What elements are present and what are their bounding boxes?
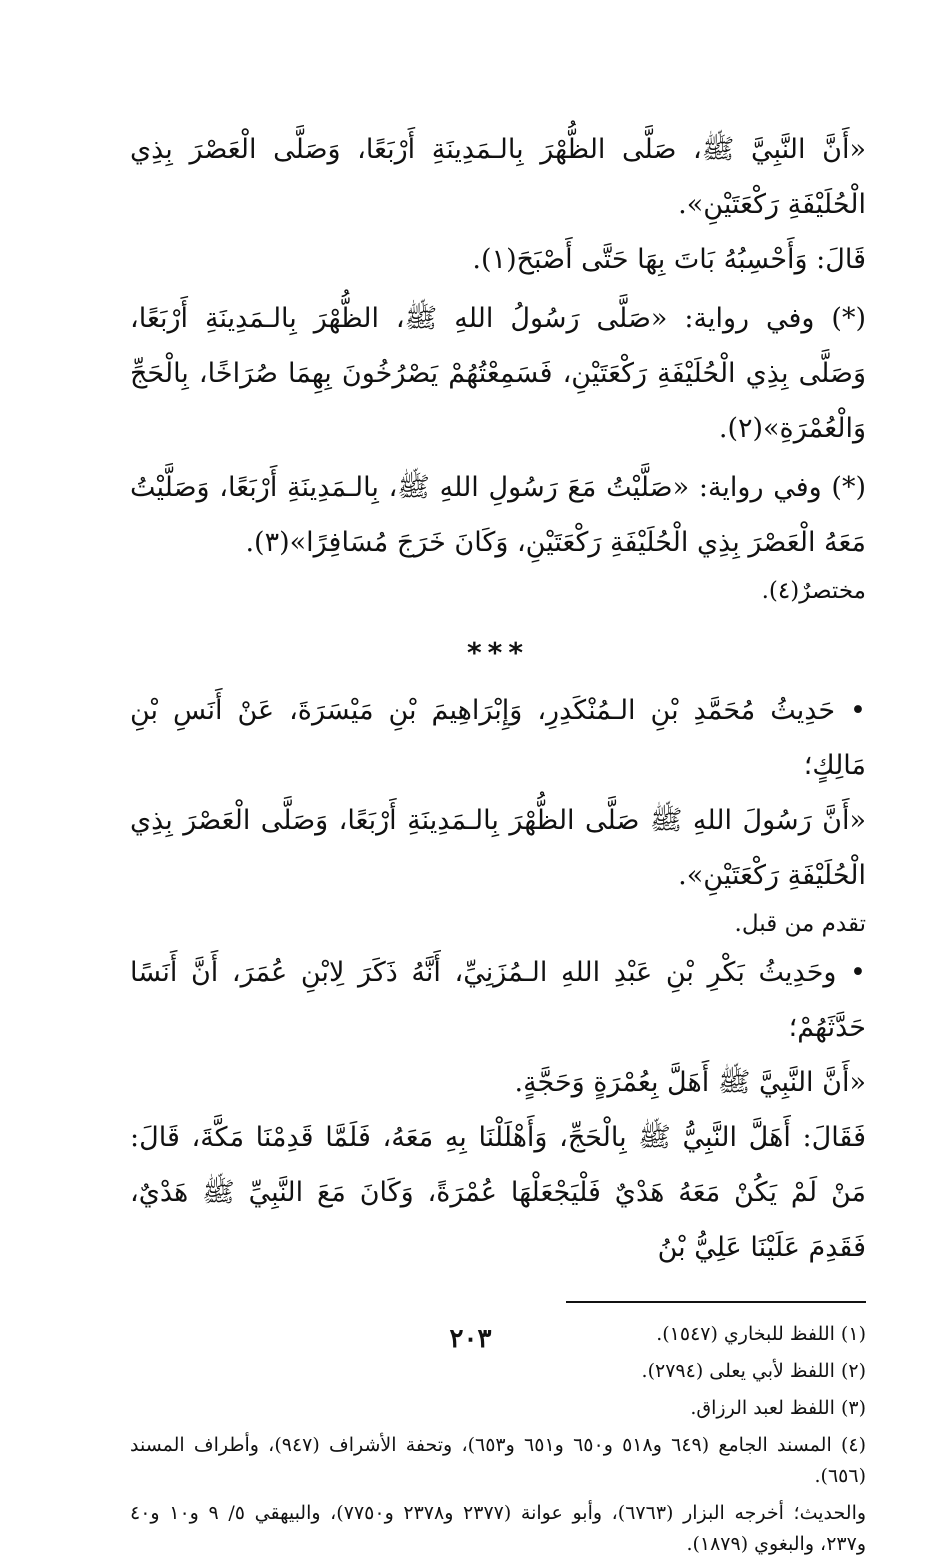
hadith-text-2: «أَنَّ رَسُولَ اللهِ ﷺ صَلَّى الظُّهْرَ بِالـمَدِينَةِ أَرْبَعًا، وَصَلَّى الْعَصْرَ بِذِي الْحُلَيْفَةِ رَكْعَتَيْنِ». [130, 805, 866, 891]
footnote-4: (٤) المسند الجامع (٦٤٩ و٥١٨ و٦٥٠ و٦٥١ و٦٥٣)، وتحفة الأشراف (٩٤٧)، وأطراف المسند (٦٥٦). [130, 1434, 866, 1487]
hadith-text-4: فَقَالَ: أَهَلَّ النَّبِيُّ ﷺ بِالْحَجِّ، وَأَهْلَلْنَا بِهِ مَعَهُ، فَلَمَّا قَدِمْنَا مَكَّةَ، قَالَ: مَنْ لَمْ يَكُنْ مَعَهُ هَدْيٌ فَلْيَجْعَلْهَا عُمْرَةً، وَكَانَ مَعَ النَّبِيِّ ﷺ هَدْيٌ، فَقَدِمَ عَلَيْنَا عَلِيُّ بْنُ [130, 1122, 866, 1263]
footnote-divider [566, 1301, 866, 1303]
footnote-3: (٣) اللفظ لعبد الرزاق. [690, 1397, 866, 1419]
variant-narration-1: (*) وفي رواية: «صَلَّى رَسُولُ اللهِ ﷺ، الظُّهْرَ بِالـمَدِينَةِ أَرْبَعًا، وَصَلَّى بِذِي الْحُلَيْفَةِ رَكْعَتَيْنِ، فَسَمِعْتُهُمْ يَصْرُخُونَ بِهِمَا صُرَاخًا، بِالْحَجِّ وَالْعُمْرَةِ»(٢). [130, 303, 866, 444]
hadith-text-1: «أَنَّ النَّبِيَّ ﷺ، صَلَّى الظُّهْرَ بِالـمَدِينَةِ أَرْبَعًا، وَصَلَّى الْعَصْرَ بِذِي الْحُلَيْفَةِ رَكْعَتَيْنِ». [130, 134, 866, 220]
narrator-comment: قَالَ: وَأَحْسِبُهُ بَاتَ بِهَا حَتَّى أَصْبَحَ(١). [472, 244, 866, 275]
variant-narration-2: (*) وفي رواية: «صَلَّيْتُ مَعَ رَسُولِ اللهِ ﷺ، بِالـمَدِينَةِ أَرْبَعًا، وَصَلَّيْتُ مَعَهُ الْعَصْرَ بِذِي الْحُلَيْفَةِ رَكْعَتَيْنِ، وَكَانَ خَرَجَ مُسَافِرًا»(٣). [130, 472, 866, 558]
footnote-2: (٢) اللفظ لأبي يعلى (٢٧٩٤). [641, 1360, 866, 1382]
hadith-chain-1: • حَدِيثُ مُحَمَّدِ بْنِ الـمُنْكَدِرِ، وَإِبْرَاهِيمَ بْنِ مَيْسَرَةَ، عَنْ أَنَسِ بْنِ مَالِكٍ؛ [130, 695, 866, 781]
page-number: ٢٠٣ [449, 1324, 492, 1354]
footnote-1: (١) اللفظ للبخاري (١٥٤٧). [656, 1323, 866, 1345]
hadith-text-3: «أَنَّ النَّبِيَّ ﷺ أَهَلَّ بِعُمْرَةٍ وَحَجَّةٍ. [514, 1067, 866, 1098]
section-separator: *** [467, 636, 529, 669]
cross-reference: تقدم من قبل. [734, 911, 866, 937]
footnotes [130, 1319, 866, 1560]
footnote-5: والحديث؛ أخرجه البزار (٦٧٦٣)، وأبو عوانة (٢٣٧٧ و٢٣٧٨ و٧٧٥٠)، والبيهقي ٥/ ٩ و١٠ و٤٠ و٢٣٧، والبغوي (١٨٧٩). [130, 1502, 867, 1555]
main-text [130, 122, 866, 1275]
abridged-note: مختصرٌ(٤). [761, 578, 866, 604]
hadith-chain-2: • وحَدِيثُ بَكْرِ بْنِ عَبْدِ اللهِ الـمُزَنِيِّ، أَنَّهُ ذَكَرَ لِابْنِ عُمَرَ، أَنَّ أَنَسًا حَدَّثَهُمْ؛ [130, 957, 866, 1043]
